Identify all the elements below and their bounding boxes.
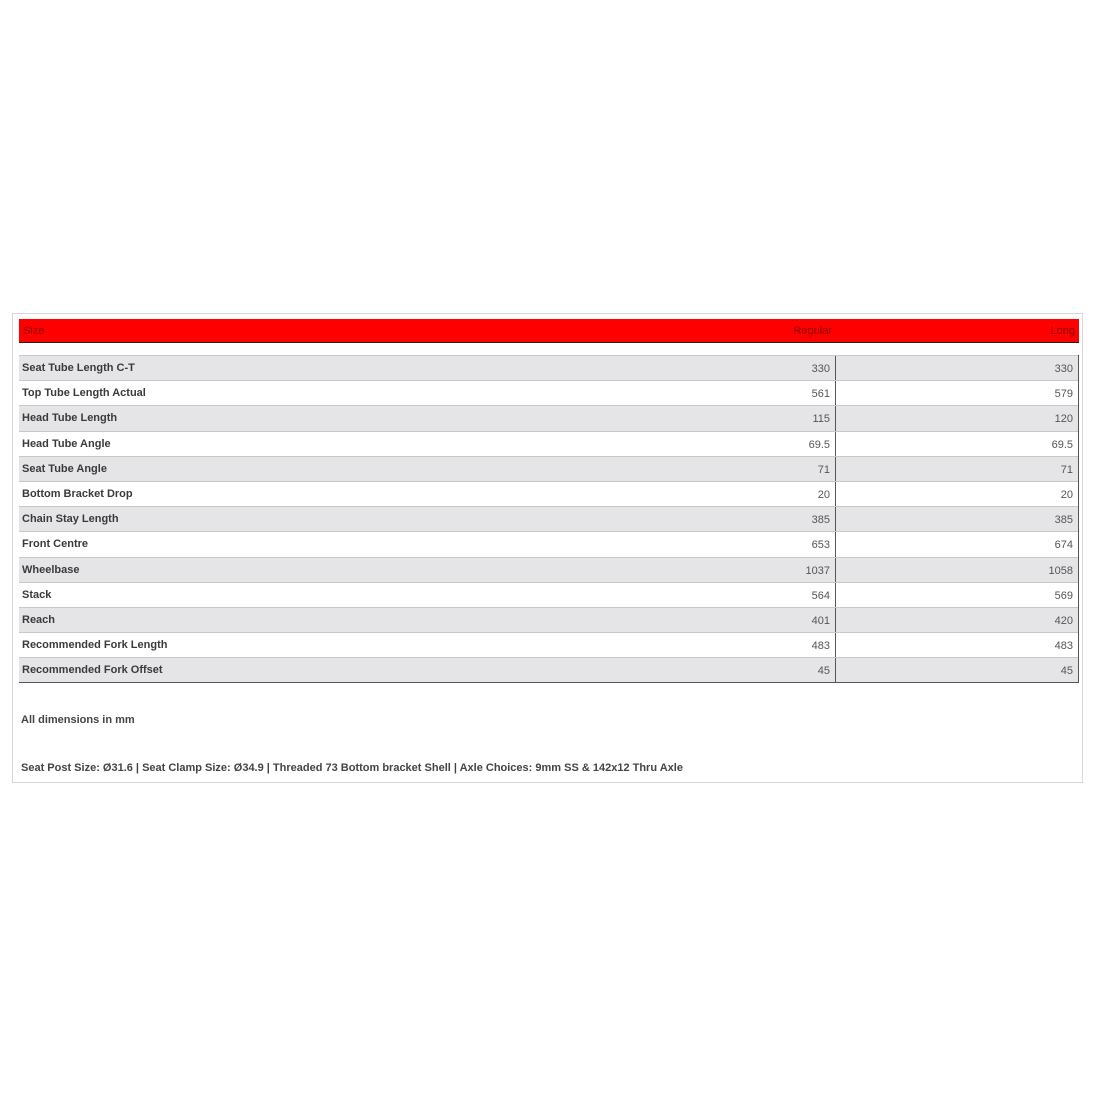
- row-label: Seat Tube Angle: [22, 462, 107, 475]
- header-size: Size: [23, 325, 45, 337]
- table-row: [19, 380, 1078, 405]
- column-divider: [835, 658, 836, 682]
- column-divider: [835, 432, 836, 456]
- regular-value: 20: [817, 488, 830, 501]
- row-label: Head Tube Angle: [22, 437, 111, 450]
- column-divider: [835, 507, 836, 531]
- units-note: All dimensions in mm: [21, 714, 135, 726]
- long-value: 579: [1054, 388, 1073, 401]
- regular-value: 115: [812, 413, 830, 426]
- long-value: 20: [1060, 488, 1073, 501]
- table-row: [19, 632, 1078, 657]
- row-label: Wheelbase: [22, 563, 80, 576]
- table-row: [19, 607, 1078, 632]
- column-divider: [835, 457, 836, 481]
- long-value: 71: [1060, 463, 1073, 476]
- table-row: [19, 531, 1078, 556]
- long-value: 1058: [1048, 564, 1073, 577]
- column-divider: [835, 406, 836, 430]
- geometry-panel: [12, 313, 1083, 783]
- table-row: [19, 657, 1078, 682]
- table-row: [19, 456, 1078, 481]
- row-label: Recommended Fork Offset: [22, 664, 163, 677]
- long-value: 483: [1054, 640, 1073, 653]
- long-value: 569: [1054, 589, 1073, 602]
- regular-value: 561: [811, 388, 830, 401]
- long-value: 120: [1054, 413, 1073, 426]
- column-divider: [835, 356, 836, 380]
- regular-value: 385: [811, 514, 830, 527]
- row-label: Stack: [22, 588, 52, 601]
- header-regular: Regular: [793, 325, 832, 337]
- long-value: 420: [1054, 614, 1073, 627]
- long-value: 330: [1054, 363, 1073, 375]
- regular-value: 483: [811, 640, 830, 653]
- column-divider: [835, 608, 836, 632]
- long-value: 674: [1054, 539, 1073, 552]
- column-divider: [835, 583, 836, 607]
- row-label: Chain Stay Length: [22, 513, 119, 526]
- column-divider: [835, 381, 836, 405]
- row-label: Front Centre: [22, 538, 88, 551]
- table-row: [19, 355, 1078, 380]
- row-label: Reach: [22, 613, 56, 626]
- table-row: [19, 405, 1078, 430]
- specs-note: Seat Post Size: Ø31.6 | Seat Clamp Size: Ø34.9 | Threaded 73 Bottom bracket Shell | Axle Choices: 9mm SS & 142x12 Thru Axle: [21, 762, 683, 774]
- table-header: [19, 319, 1079, 343]
- row-label: Head Tube Length: [22, 412, 118, 425]
- regular-value: 69.5: [808, 438, 830, 451]
- header-long: Long: [1050, 325, 1075, 337]
- column-divider: [835, 532, 836, 556]
- table-row: [19, 557, 1078, 582]
- regular-value: 45: [817, 665, 830, 678]
- column-divider: [835, 482, 836, 506]
- long-value: 45: [1060, 665, 1073, 678]
- long-value: 69.5: [1051, 438, 1073, 451]
- table-row: [19, 582, 1078, 607]
- regular-value: 330: [811, 363, 830, 375]
- regular-value: 564: [811, 589, 830, 602]
- regular-value: 653: [811, 539, 830, 552]
- long-value: 385: [1054, 514, 1073, 527]
- geometry-table: [19, 355, 1079, 683]
- regular-value: 1037: [805, 564, 830, 577]
- row-label: Bottom Bracket Drop: [22, 487, 133, 500]
- row-label: Top Tube Length Actual: [22, 387, 146, 400]
- table-row: [19, 481, 1078, 506]
- column-divider: [835, 633, 836, 657]
- row-label: Seat Tube Length C-T: [22, 362, 135, 374]
- regular-value: 71: [817, 463, 830, 476]
- table-row: [19, 431, 1078, 456]
- table-row: [19, 506, 1078, 531]
- column-divider: [835, 558, 836, 582]
- row-label: Recommended Fork Length: [22, 639, 168, 652]
- regular-value: 401: [811, 614, 830, 627]
